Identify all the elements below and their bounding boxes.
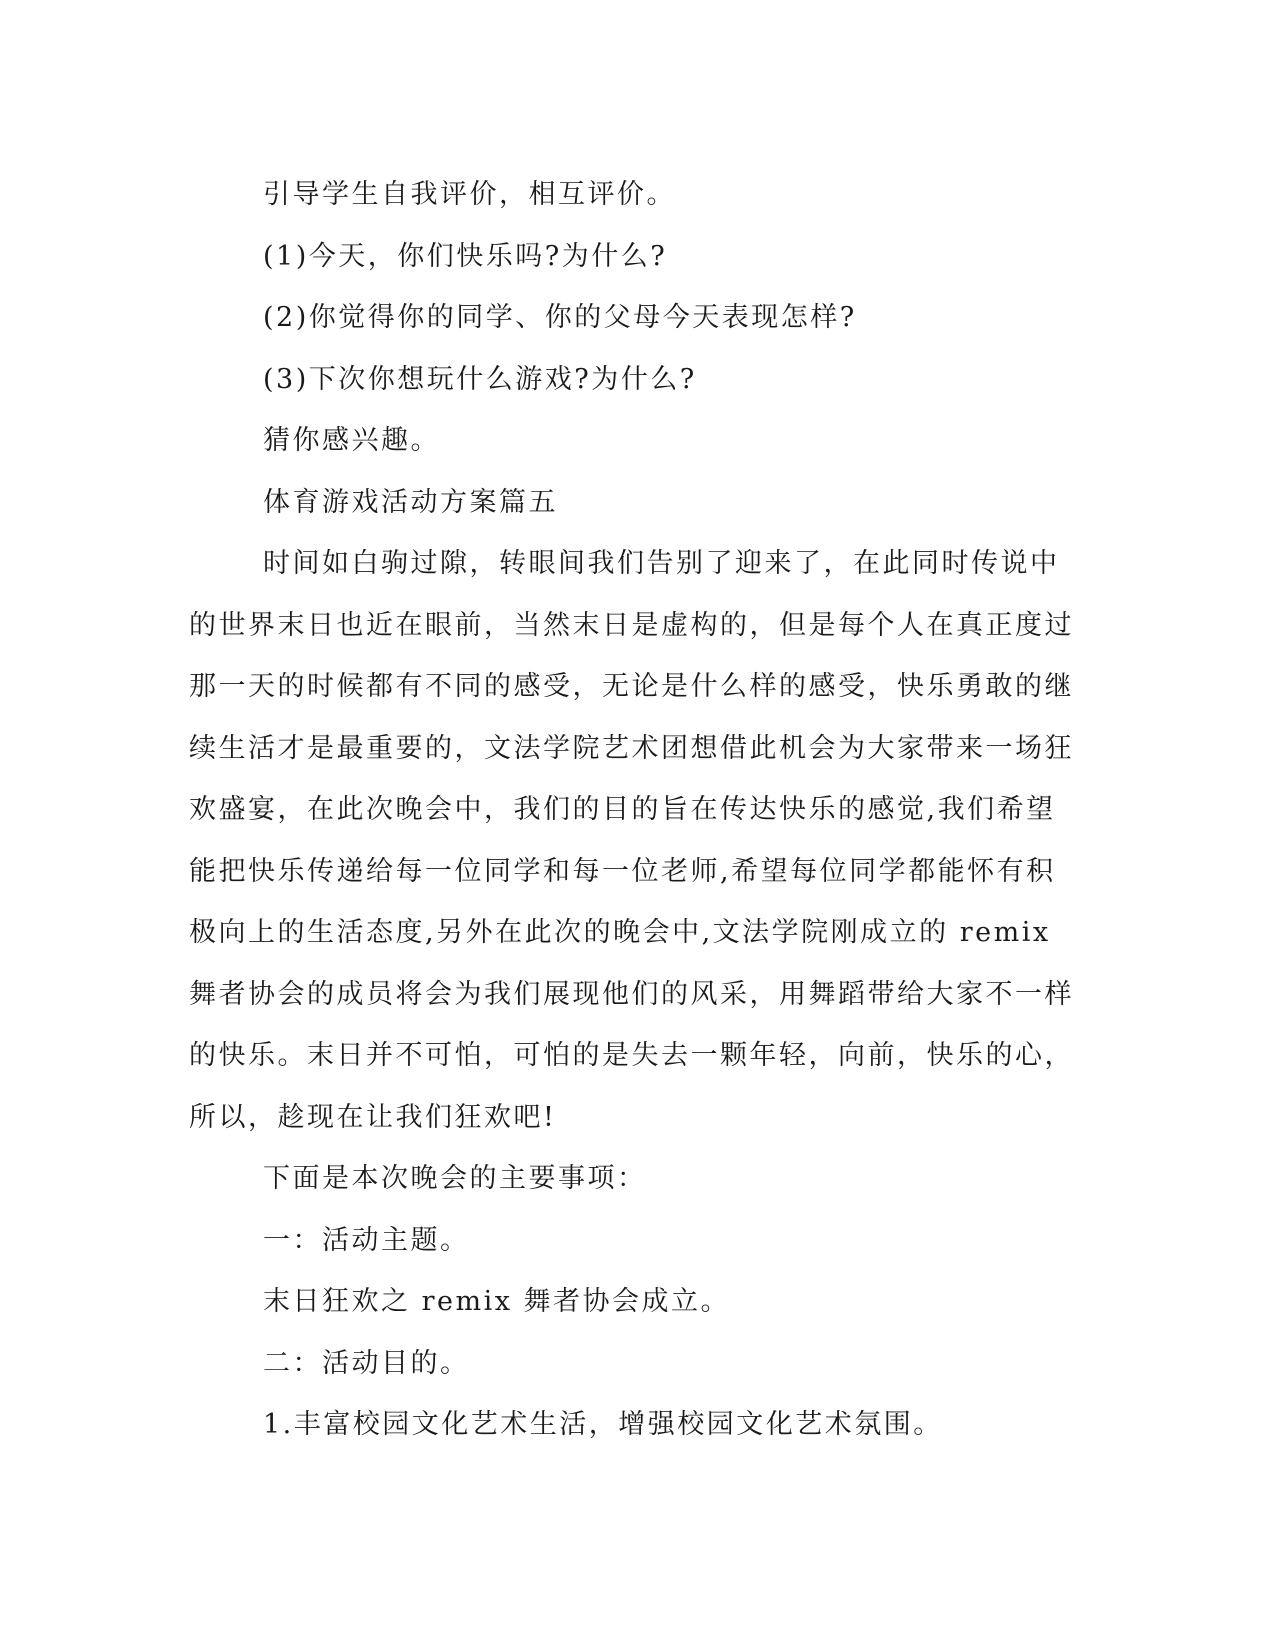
heading-activity-purpose: 二：活动目的。 [263,1347,470,1379]
paragraph-question-3: (3)下次你想玩什么游戏?为什么? [263,363,697,395]
paragraph-recommendation: 猜你感兴趣。 [263,425,440,456]
paragraph-event-introduction: 时间如白驹过隙，转眼间我们告别了迎来了，在此同时传说中的世界末日也近在眼前，当然末日是虚构的，但是每个人在真正度过那一天的时候都有不同的感受，无论是什么样的感受，快乐勇敢的继续生活才是最重要的，文法学院艺术团想借此机会为大家带来一场狂欢盛宴，在此次晚会中，我们的目的旨在传达快乐的感觉,我们希望能把快乐传递给每一位同学和每一位老师,希望每位同学都能怀有积极向上的生活态度,另外在此次的晚会中,文法学院刚成立的 remix 舞者协会的成员将会为我们展现他们的风采，用舞蹈带给大家不一样的快乐。末日并不可怕，可怕的是失去一颗年轻，向前，快乐的心，所以，趁现在让我们狂欢吧! [189,548,1074,1133]
document-body [189,164,1077,1456]
paragraph-purpose-1: 1.丰富校园文化艺术生活，增强校园文化艺术氛围。 [263,1409,943,1440]
paragraph-self-evaluation: 引导学生自我评价，相互评价。 [263,179,676,210]
paragraph-main-items-intro: 下面是本次晚会的主要事项： [263,1163,647,1194]
paragraph-activity-theme: 末日狂欢之 remix 舞者协会成立。 [263,1286,731,1317]
section-heading: 体育游戏活动方案篇五 [263,486,558,518]
heading-activity-theme: 一：活动主题。 [263,1224,470,1256]
paragraph-question-2: (2)你觉得你的同学、你的父母今天表现怎样? [263,302,857,333]
paragraph-question-1: (1)今天，你们快乐吗?为什么? [263,240,668,272]
